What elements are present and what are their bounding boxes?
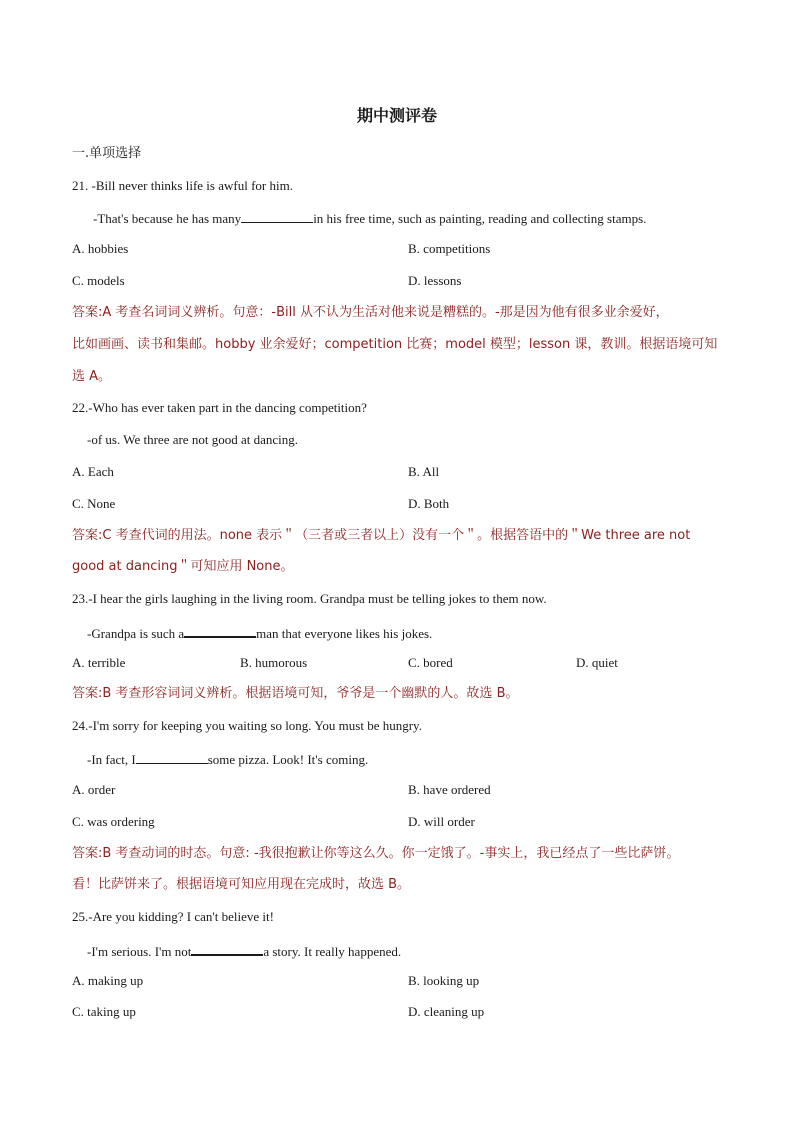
q25-blank: [191, 941, 263, 956]
q21-stem: 21. -Bill never thinks life is awful for him.: [72, 178, 293, 193]
q24-answer-line-1: 答案:B 考查动词的时态。句意: -我很抱歉让你等这么久。你一定饿了。-事实上，我已经点了一些比萨饼。: [72, 846, 680, 861]
q24-option-d: D. will order: [408, 814, 475, 829]
q23-option-d: D. quiet: [576, 655, 618, 670]
q24-option-b: B. have ordered: [408, 782, 491, 797]
q22-stem: 22.-Who has ever taken part in the dancing competition?: [72, 400, 367, 415]
q22-option-b: B. All: [408, 464, 440, 479]
q21-option-a: A. hobbies: [72, 241, 129, 256]
q24-option-c: C. was ordering: [72, 814, 155, 829]
q21-stem-2: -That's because he has many in his free time, such as painting, reading and collecting stamps.: [93, 211, 647, 226]
q22-option-d: D. Both: [408, 496, 450, 511]
q21-answer-line-1: 答案:A 考查名词词义辨析。句意：-Bill 从不认为生活对他来说是糟糕的。-那是因为他有很多业余爱好，: [72, 305, 669, 320]
q23-option-b: B. humorous: [240, 655, 308, 670]
page-title: 期中测评卷: [356, 106, 437, 125]
q21-answer-line-2: 比如画画、读书和集邮。hobby 业余爱好；competition 比赛；model 模型；lesson 课，教训。根据语境可知: [72, 337, 718, 352]
q23-stem: 23.-I hear the girls laughing in the living room. Grandpa must be telling jokes to them now.: [72, 591, 547, 606]
q23-stem-2: -Grandpa is such a man that everyone likes his jokes.: [87, 623, 432, 642]
q24-option-a: A. order: [72, 782, 116, 797]
q25-option-d: D. cleaning up: [408, 1004, 485, 1019]
q25-option-a: A. making up: [72, 973, 144, 988]
q25-option-b: B. looking up: [408, 973, 480, 988]
q24-stem-2: -In fact, I some pizza. Look! It's coming.: [87, 752, 369, 767]
q24-stem: 24.-I'm sorry for keeping you waiting so long. You must be hungry.: [72, 718, 422, 733]
q21-option-b: B. competitions: [408, 241, 491, 256]
q24-answer-line-2: 看！比萨饼来了。根据语境可知应用现在完成时，故选 B。: [72, 877, 411, 892]
q25-stem-2: -I'm serious. I'm not a story. It really happened.: [87, 941, 401, 960]
q25-stem: 25.-Are you kidding? I can't believe it!: [72, 909, 274, 924]
q24-blank: [136, 750, 208, 764]
q21-option-c: C. models: [72, 273, 125, 288]
q22-option-a: A. Each: [72, 464, 114, 479]
q23-option-a: A. terrible: [72, 655, 126, 670]
q25-option-c: C. taking up: [72, 1004, 136, 1019]
q23-option-c: C. bored: [408, 655, 453, 670]
q21-option-d: D. lessons: [408, 273, 462, 288]
q22-stem-2: -of us. We three are not good at dancing.: [87, 432, 298, 447]
q21-blank: [241, 209, 313, 223]
section-heading: 一.单项选择: [72, 146, 142, 161]
q23-blank: [184, 623, 256, 638]
q23-answer-line-1: 答案:B 考查形容词词义辨析。根据语境可知，爷爷是一个幽默的人。故选 B。: [72, 686, 519, 701]
q22-answer-line-1: 答案:C 考查代词的用法。none 表示＂（三者或三者以上）没有一个＂。根据答语中的＂We three are not: [72, 528, 691, 543]
q22-option-c: C. None: [72, 496, 116, 511]
q21-answer-line-3: 选 A。: [72, 369, 112, 384]
q22-answer-line-2: good at dancing＂可知应用 None。: [72, 559, 294, 574]
